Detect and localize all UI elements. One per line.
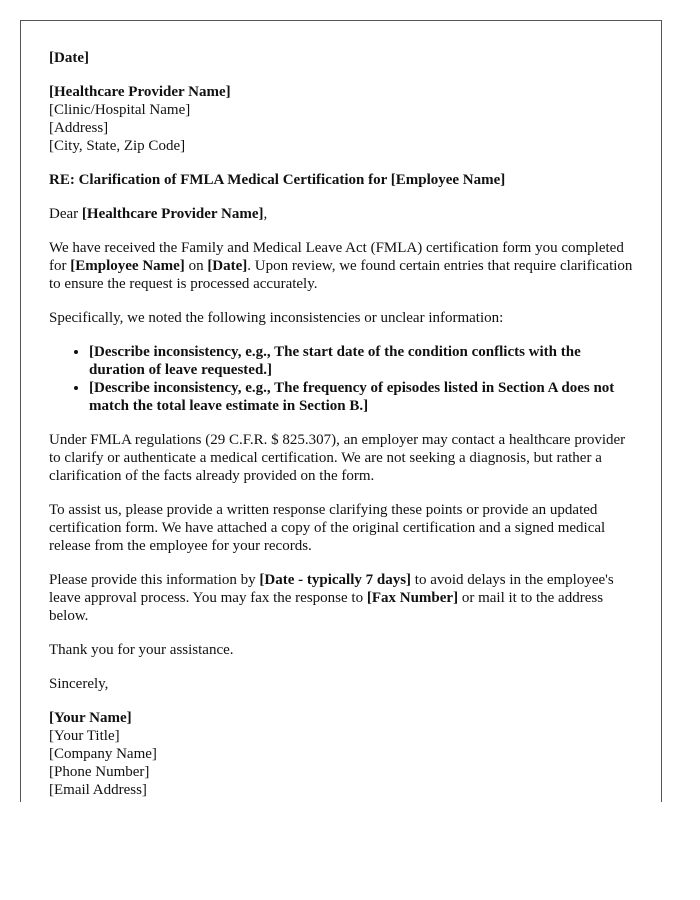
para5-text-2: to avoid delays in the employee's leave approval process. You may fax the response to [49,572,614,606]
recipient-address-block [49,83,633,155]
list-item [89,379,633,415]
closing: Sincerely, [49,676,109,692]
list-item [89,343,633,379]
recipient-city: [City, State, Zip Code] [49,138,186,154]
para1-date: [Date] [207,258,248,274]
body-paragraph-deadline [49,571,633,625]
para1-text-1: We have received the Family and Medical Leave Act (FMLA) certification form you completed for [49,240,624,274]
bullet-text-2: [Describe inconsistency, e.g., The frequency of episodes listed in Section A does not match the total leave estimate in Section B.] [89,380,615,414]
body-paragraph-received [49,239,633,293]
date-text: [Date] [49,50,89,66]
body-paragraph-specifically: Specifically, we noted the following inconsistencies or unclear information: [49,310,504,326]
para1-text-2: on [184,258,208,274]
signature-email: [Email Address] [49,782,147,798]
body-paragraph-regulations: Under FMLA regulations (29 C.F.R. $ 825.307), an employer may contact a healthcare provider to clarify or authenticate a medical certification. We are not seeking a diagnosis, but rather a clarification of the facts already provided on the form. [49,432,626,484]
recipient-clinic: [Clinic/Hospital Name] [49,102,191,118]
subject-line [49,171,633,189]
signature-company: [Company Name] [49,746,157,762]
para5-text-3: or mail it to the address below. [49,590,604,624]
salutation-name: [Healthcare Provider Name] [81,206,264,222]
para5-deadline: [Date - typically 7 days] [259,572,412,588]
recipient-name: [Healthcare Provider Name] [49,84,231,100]
recipient-address: [Address] [49,120,109,136]
body-paragraph-assist: To assist us, please provide a written response clarifying these points or provide an updated certification form. We have attached a copy of the original certification and a signed medical release from the employee for your records. [49,502,606,554]
inconsistency-list [49,343,633,415]
letter-date [49,49,633,67]
para5-fax-number: [Fax Number] [366,590,459,606]
salutation [49,205,633,223]
salutation-suffix: , [263,206,268,222]
signature-phone: [Phone Number] [49,764,150,780]
para5-text-1: Please provide this information by [49,572,260,588]
signature-block [49,709,633,799]
salutation-prefix: Dear [49,206,82,222]
para1-employee-name: [Employee Name] [70,258,185,274]
body-paragraph-thanks: Thank you for your assistance. [49,642,234,658]
signature-name: [Your Name] [49,710,132,726]
bullet-text-1: [Describe inconsistency, e.g., The start date of the condition conflicts with the duration of leave requested.] [89,344,581,378]
subject-text: RE: Clarification of FMLA Medical Certification for [Employee Name] [49,172,506,188]
para1-text-3: . Upon review, we found certain entries that require clarification to ensure the request is processed accurately. [49,258,633,292]
signature-title: [Your Title] [49,728,120,744]
letter-page [20,20,662,802]
